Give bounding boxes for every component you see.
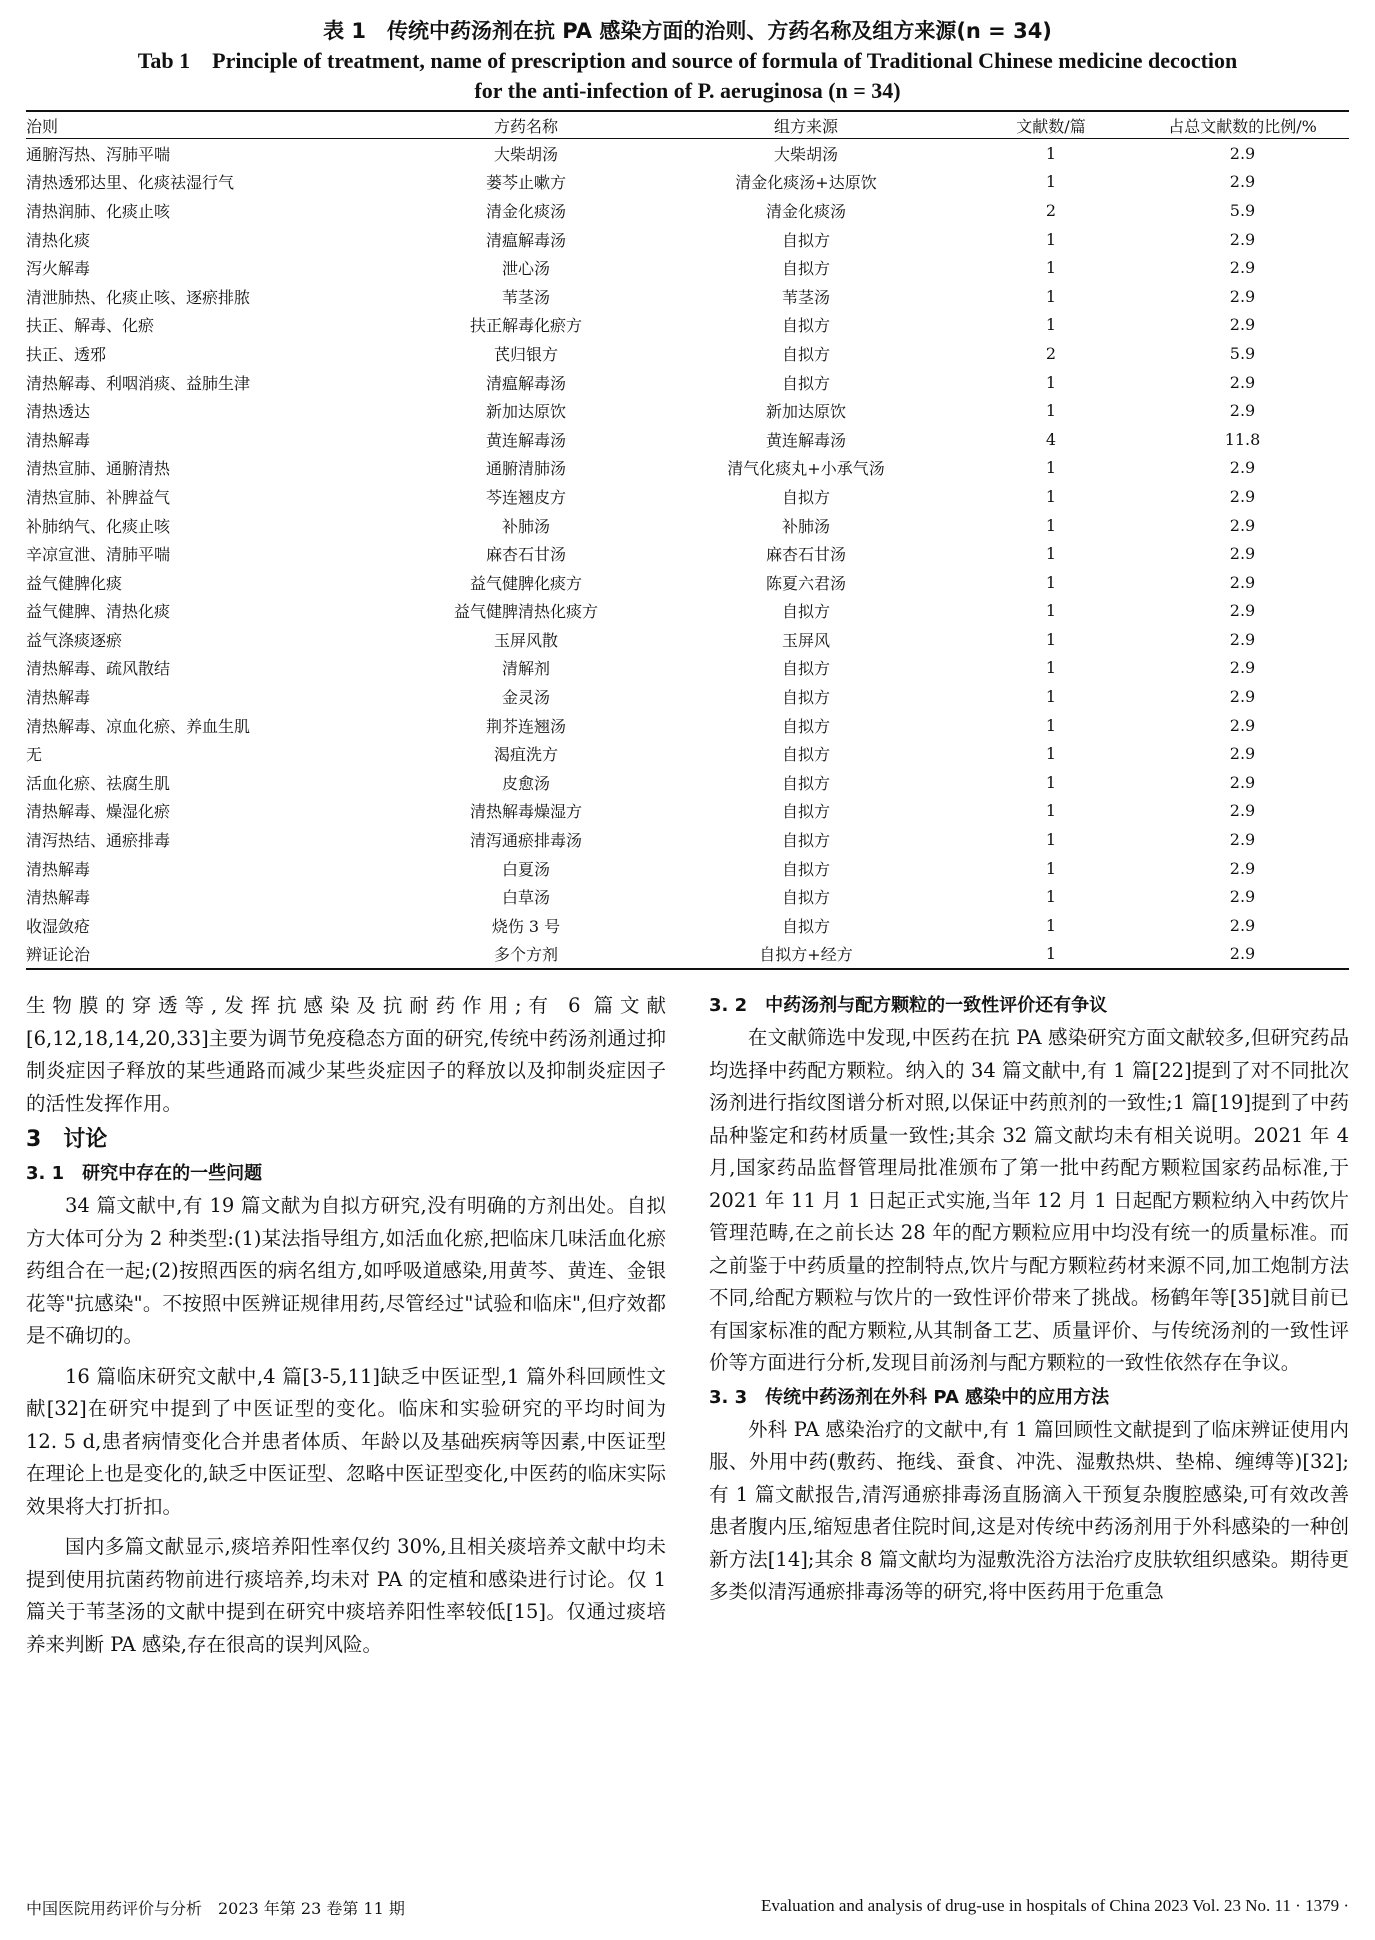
table-cell: 自拟方 bbox=[781, 859, 830, 879]
table-cell: 清金化痰汤 bbox=[485, 201, 566, 221]
table-cell: 自拟方 bbox=[781, 659, 830, 679]
table-cell: 清泄肺热、化痰止咳、逐瘀排脓 bbox=[26, 287, 251, 307]
table-cell: 清瘟解毒汤 bbox=[485, 373, 566, 393]
table-row bbox=[26, 597, 1349, 626]
table-cell: 通腑泻热、泻肺平喘 bbox=[26, 144, 171, 164]
table-cell: 清热解毒燥湿方 bbox=[469, 802, 582, 822]
table-cell: 扶正、透邪 bbox=[26, 344, 107, 364]
table-cell: 清热宣肺、通腑清热 bbox=[26, 459, 171, 479]
table-cell: 扶正解毒化瘀方 bbox=[469, 316, 582, 336]
table-cell: 新加达原饮 bbox=[485, 402, 566, 422]
table-cell: 泻火解毒 bbox=[26, 259, 91, 279]
table-cell: 清泻热结、通瘀排毒 bbox=[26, 831, 171, 851]
table-cell: 2.9 bbox=[1229, 172, 1256, 192]
left-column bbox=[26, 990, 666, 1661]
table-cell: 1 bbox=[1045, 286, 1057, 306]
header-cell: 文献数/篇 bbox=[1016, 116, 1086, 136]
table-cell: 新加达原饮 bbox=[765, 402, 846, 422]
table-cell: 苇茎汤 bbox=[781, 287, 830, 307]
table-cell: 1 bbox=[1045, 515, 1057, 535]
table-row bbox=[26, 482, 1349, 511]
subsection-heading: 3. 3 传统中药汤剂在外科 PA 感染中的应用方法 bbox=[709, 1386, 1110, 1408]
table-cell: 自拟方 bbox=[781, 259, 830, 279]
table-cell: 自拟方 bbox=[781, 916, 830, 936]
table-cell: 11.8 bbox=[1224, 429, 1261, 449]
table-cell: 1 bbox=[1045, 372, 1057, 392]
table-cell: 自拟方+经方 bbox=[759, 945, 853, 965]
table-cell: 清气化痰丸+小承气汤 bbox=[727, 459, 885, 479]
table-cell: 麻杏石甘汤 bbox=[765, 545, 846, 565]
table-cell: 无 bbox=[26, 745, 43, 765]
right-column bbox=[709, 990, 1349, 1609]
table-cell: 1 bbox=[1045, 486, 1057, 506]
table-cell: 芩连翘皮方 bbox=[485, 487, 566, 507]
table-cell: 金灵汤 bbox=[501, 688, 550, 708]
table-cell: 4 bbox=[1045, 429, 1057, 449]
table-cell: 辛凉宣泄、清肺平喘 bbox=[26, 545, 171, 565]
table-cell: 麻杏石甘汤 bbox=[485, 545, 566, 565]
table-cell: 1 bbox=[1045, 744, 1057, 764]
table-cell: 1 bbox=[1045, 715, 1057, 735]
data-table bbox=[26, 110, 1349, 970]
table-cell: 1 bbox=[1045, 915, 1057, 935]
table-cell: 清热解毒、凉血化瘀、养血生肌 bbox=[26, 716, 251, 736]
table-cell: 自拟方 bbox=[781, 230, 830, 250]
table-row bbox=[26, 139, 1349, 168]
table-cell: 自拟方 bbox=[781, 831, 830, 851]
table-cell: 1 bbox=[1045, 944, 1057, 964]
table-row bbox=[26, 454, 1349, 483]
paragraph: 34 篇文献中,有 19 篇文献为自拟方研究,没有明确的方剂出处。自拟方大体可分为 2 种类型:(1)某法指导组方,如活血化瘀,把临床几味活血化瘀药组合在一起;(2)按照西医的病名组方,如呼吸道感染,用黄芩、黄连、金银花等"抗感染"。不按照中医辨证规律用药,尽管经过"试验和临床",但疗效都是不确切的。 bbox=[26, 1194, 666, 1347]
header-cell: 占总文献数的比例/% bbox=[1168, 116, 1317, 136]
table-cell: 2.9 bbox=[1229, 372, 1256, 392]
table-cell: 2.9 bbox=[1229, 629, 1256, 649]
table-cell: 1 bbox=[1045, 572, 1057, 592]
table-cell: 清热化痰 bbox=[26, 230, 91, 250]
table-body bbox=[26, 139, 1349, 970]
table-section bbox=[26, 16, 1349, 970]
table-cell: 玉屏风散 bbox=[493, 630, 558, 650]
table-row bbox=[26, 568, 1349, 597]
table-cell: 2.9 bbox=[1229, 601, 1256, 621]
table-cell: 2.9 bbox=[1229, 544, 1256, 564]
table-cell: 1 bbox=[1045, 315, 1057, 335]
table-row bbox=[26, 253, 1349, 282]
table-cell: 泄心汤 bbox=[501, 259, 550, 279]
table-row bbox=[26, 682, 1349, 711]
table-cell: 2.9 bbox=[1229, 944, 1256, 964]
table-cell: 陈夏六君汤 bbox=[765, 573, 846, 593]
table-cell: 清热解毒、疏风散结 bbox=[26, 659, 171, 679]
subsection-heading: 3. 1 研究中存在的一些问题 bbox=[26, 1163, 263, 1184]
subsection-heading: 3. 2 中药汤剂与配方颗粒的一致性评价还有争议 bbox=[709, 995, 1108, 1016]
table-cell: 5.9 bbox=[1229, 200, 1256, 220]
table-cell: 自拟方 bbox=[781, 888, 830, 908]
footer-journal-en: Evaluation and analysis of drug-use in hospitals of China 2023 Vol. 23 No. 11 · 1379 · bbox=[760, 1896, 1349, 1915]
table-row bbox=[26, 940, 1349, 970]
table-cell: 清热透达 bbox=[26, 402, 91, 422]
table-cell: 2.9 bbox=[1229, 887, 1256, 907]
paragraph: 国内多篇文献显示,痰培养阳性率仅约 30%,且相关痰培养文献中均未提到使用抗菌药物前进行痰培养,均未对 PA 的定植和感染进行讨论。仅 1 篇关于苇茎汤的文献中提到在研究中痰培养阳性率较低[15]。仅通过痰培养来判断 PA 感染,存在很高的误判风险。 bbox=[26, 1535, 666, 1656]
table-row bbox=[26, 311, 1349, 340]
paragraph: 生物膜的穿透等,发挥抗感染及抗耐药作用;有 6 篇文献[6,12,18,14,20,33]主要为调节免疫稳态方面的研究,传统中药汤剂通过抑制炎症因子释放的某些通路而减少某些炎症因子的释放以及抑制炎症因子的活性发挥作用。 bbox=[26, 994, 666, 1115]
table-cell: 益气健脾清热化痰方 bbox=[453, 602, 598, 622]
table-row bbox=[26, 282, 1349, 311]
table-cell: 2.9 bbox=[1229, 258, 1256, 278]
table-cell: 1 bbox=[1045, 887, 1057, 907]
table-cell: 2.9 bbox=[1229, 658, 1256, 678]
table-cell: 自拟方 bbox=[781, 716, 830, 736]
table-cell: 自拟方 bbox=[781, 802, 830, 822]
table-cell: 渴疽洗方 bbox=[493, 745, 558, 765]
table-cell: 大柴胡汤 bbox=[493, 144, 558, 164]
table-cell: 益气涤痰逐瘀 bbox=[26, 630, 123, 650]
table-cell: 2.9 bbox=[1229, 572, 1256, 592]
table-cell: 1 bbox=[1045, 772, 1057, 792]
table-cell: 蒌芩止嗽方 bbox=[485, 173, 566, 193]
table-cell: 1 bbox=[1045, 601, 1057, 621]
table-cell: 清热解毒、燥湿化瘀 bbox=[26, 802, 171, 822]
table-cell: 1 bbox=[1045, 258, 1057, 278]
table-row bbox=[26, 825, 1349, 854]
table-cell: 黄连解毒汤 bbox=[485, 430, 566, 450]
table-cell: 活血化瘀、祛腐生肌 bbox=[26, 773, 171, 793]
paragraph: 外科 PA 感染治疗的文献中,有 1 篇回顾性文献提到了临床辨证使用内服、外用中药(敷药、拖线、蚕食、冲洗、湿敷热烘、垫棉、缠缚等)[32];有 1 篇文献报告,清泻通瘀排毒汤直肠滴入干预复杂腹腔感染,可有效改善患者腹内压,缩短患者住院时间,这是对传统中药汤剂用于外科感染的一种创新方法[14];其余 8 篇文献均为湿敷洗浴方法治疗皮肤软组织感染。期待更多类似清泻通瘀排毒汤等的研究,将中医药用于危重急 bbox=[709, 1417, 1349, 1603]
table-cell: 清金化痰汤 bbox=[765, 201, 846, 221]
table-cell: 白夏汤 bbox=[501, 859, 550, 879]
table-cell: 白草汤 bbox=[501, 888, 550, 908]
table-cell: 1 bbox=[1045, 458, 1057, 478]
table-cell: 2 bbox=[1045, 200, 1057, 220]
table-cell: 5.9 bbox=[1229, 343, 1256, 363]
table-cell: 2.9 bbox=[1229, 458, 1256, 478]
table-cell: 苇茎汤 bbox=[501, 287, 550, 307]
table-cell: 1 bbox=[1045, 229, 1057, 249]
section-heading: 3 讨论 bbox=[26, 1127, 108, 1152]
table-cell: 1 bbox=[1045, 801, 1057, 821]
table-cell: 自拟方 bbox=[781, 602, 830, 622]
table-header-row bbox=[26, 111, 1349, 139]
table-row bbox=[26, 539, 1349, 568]
paragraph: 16 篇临床研究文献中,4 篇[3-5,11]缺乏中医证型,1 篇外科回顾性文献[32]在研究中提到了中医证型的变化。临床和实验研究的平均时间为 12. 5 d,患者病情变化合并患者体质、年龄以及基础疾病等因素,中医证型在理论上也是变化的,缺乏中医证型、忽略中医证型变化,中医药的临床实际效果将大打折扣。 bbox=[26, 1364, 666, 1518]
table-row bbox=[26, 739, 1349, 768]
table-cell: 益气健脾、清热化痰 bbox=[26, 602, 171, 622]
table-cell: 1 bbox=[1045, 629, 1057, 649]
table-cell: 补肺纳气、化痰止咳 bbox=[26, 516, 171, 536]
table-cell: 清解剂 bbox=[501, 659, 550, 679]
table-cell: 清泻通瘀排毒汤 bbox=[469, 831, 582, 851]
table-row bbox=[26, 797, 1349, 826]
table-cell: 清热解毒、利咽消痰、益肺生津 bbox=[26, 373, 251, 393]
table-cell: 自拟方 bbox=[781, 316, 830, 336]
table-caption-en-line1: Tab 1 Principle of treatment, name of prescription and source of formula of Traditional Chinese medicine decoction bbox=[137, 48, 1238, 73]
table-cell: 芪归银方 bbox=[493, 344, 558, 364]
header-cell: 方药名称 bbox=[493, 116, 558, 136]
table-cell: 自拟方 bbox=[781, 688, 830, 708]
table-cell: 2.9 bbox=[1229, 315, 1256, 335]
table-cell: 清热解毒 bbox=[26, 859, 91, 879]
table-cell: 玉屏风 bbox=[781, 630, 830, 650]
table-cell: 益气健脾化痰方 bbox=[469, 573, 582, 593]
table-cell: 自拟方 bbox=[781, 487, 830, 507]
table-cell: 1 bbox=[1045, 830, 1057, 850]
table-cell: 黄连解毒汤 bbox=[765, 430, 846, 450]
table-row bbox=[26, 911, 1349, 940]
table-cell: 2.9 bbox=[1229, 744, 1256, 764]
table-cell: 补肺汤 bbox=[501, 516, 550, 536]
table-cell: 2.9 bbox=[1229, 486, 1256, 506]
table-cell: 2.9 bbox=[1229, 143, 1256, 163]
table-cell: 2.9 bbox=[1229, 858, 1256, 878]
table-cell: 清热解毒 bbox=[26, 688, 91, 708]
table-cell: 2.9 bbox=[1229, 286, 1256, 306]
table-row bbox=[26, 654, 1349, 683]
table-row bbox=[26, 882, 1349, 911]
table-row bbox=[26, 225, 1349, 254]
table-cell: 清瘟解毒汤 bbox=[485, 230, 566, 250]
table-cell: 1 bbox=[1045, 401, 1057, 421]
table-cell: 2.9 bbox=[1229, 801, 1256, 821]
table-row bbox=[26, 711, 1349, 740]
table-cell: 1 bbox=[1045, 143, 1057, 163]
table-cell: 清热解毒 bbox=[26, 430, 91, 450]
table-cell: 大柴胡汤 bbox=[773, 144, 838, 164]
table-caption-en-line2: for the anti-infection of P. aeruginosa (n = 34) bbox=[474, 78, 901, 103]
table-row bbox=[26, 396, 1349, 425]
header-cell: 治则 bbox=[26, 116, 59, 136]
header-cell: 组方来源 bbox=[773, 116, 838, 136]
table-row bbox=[26, 511, 1349, 540]
table-cell: 2.9 bbox=[1229, 772, 1256, 792]
table-row bbox=[26, 625, 1349, 654]
table-cell: 1 bbox=[1045, 858, 1057, 878]
table-row bbox=[26, 768, 1349, 797]
table-cell: 2.9 bbox=[1229, 229, 1256, 249]
table-cell: 清热解毒 bbox=[26, 888, 91, 908]
table-cell: 自拟方 bbox=[781, 344, 830, 364]
table-cell: 自拟方 bbox=[781, 745, 830, 765]
table-cell: 收湿敛疮 bbox=[26, 916, 91, 936]
table-cell: 2.9 bbox=[1229, 830, 1256, 850]
table-cell: 自拟方 bbox=[781, 773, 830, 793]
table-cell: 2.9 bbox=[1229, 715, 1256, 735]
table-cell: 1 bbox=[1045, 172, 1057, 192]
table-row bbox=[26, 854, 1349, 883]
table-cell: 清热宣肺、补脾益气 bbox=[26, 487, 171, 507]
footer-journal-zh: 中国医院用药评价与分析 2023 年第 23 卷第 11 期 bbox=[26, 1899, 405, 1918]
table-cell: 荆芥连翘汤 bbox=[485, 716, 566, 736]
table-row bbox=[26, 425, 1349, 454]
table-cell: 烧伤 3 号 bbox=[491, 916, 561, 936]
table-row bbox=[26, 168, 1349, 197]
table-row bbox=[26, 368, 1349, 397]
table-cell: 清热润肺、化痰止咳 bbox=[26, 201, 171, 221]
table-cell: 2.9 bbox=[1229, 515, 1256, 535]
paragraph: 在文献筛选中发现,中医药在抗 PA 感染研究方面文献较多,但研究药品均选择中药配方颗粒。纳入的 34 篇文献中,有 1 篇[22]提到了对不同批次汤剂进行指纹图谱分析对照,以保证中药煎剂的一致性;1 篇[19]提到了中药品种鉴定和药材质量一致性;其余 32 篇文献均未有相关说明。2021 年 4 月,国家药品监督管理局批准颁布了第一批中药配方颗粒国家药品标准,于 2021 年 11 月 1 日起正式实施,当年 12 月 1 日起配方颗粒纳入中药饮片管理范畴,在之前长达 28 年的配方颗粒应用中均没有统一的质量标准。而之前鉴于中药质量的控制特点,饮片与配方颗粒药材来源不同,加工炮制方法不同,给配方颗粒与饮片的一致性评价带来了挑战。杨鹤年等[35]就目前已有国家标准的配方颗粒,从其制备工艺、质量评价、与传统汤剂的一致性评价等方面进行分析,发现目前汤剂与配方颗粒的一致性依然存在争议。 bbox=[709, 1026, 1349, 1374]
table-cell: 2.9 bbox=[1229, 687, 1256, 707]
table-cell: 1 bbox=[1045, 544, 1057, 564]
table-caption-zh: 表 1 传统中药汤剂在抗 PA 感染方面的治则、方药名称及组方来源(n = 34) bbox=[323, 19, 1052, 43]
table-cell: 2 bbox=[1045, 343, 1057, 363]
table-cell: 通腑清肺汤 bbox=[485, 459, 566, 479]
table-cell: 补肺汤 bbox=[781, 516, 830, 536]
table-cell: 扶正、解毒、化瘀 bbox=[26, 316, 155, 336]
table-row bbox=[26, 196, 1349, 225]
table-cell: 1 bbox=[1045, 658, 1057, 678]
table-cell: 益气健脾化痰 bbox=[26, 573, 123, 593]
table-cell: 2.9 bbox=[1229, 401, 1256, 421]
table-cell: 辨证论治 bbox=[26, 945, 91, 965]
table-cell: 2.9 bbox=[1229, 915, 1256, 935]
table-cell: 多个方剂 bbox=[493, 945, 558, 965]
table-cell: 1 bbox=[1045, 687, 1057, 707]
table-cell: 自拟方 bbox=[781, 373, 830, 393]
table-cell: 清金化痰汤+达原饮 bbox=[735, 173, 877, 193]
table-cell: 清热透邪达里、化痰祛湿行气 bbox=[26, 173, 235, 193]
table-row bbox=[26, 339, 1349, 368]
table-cell: 皮愈汤 bbox=[501, 773, 550, 793]
